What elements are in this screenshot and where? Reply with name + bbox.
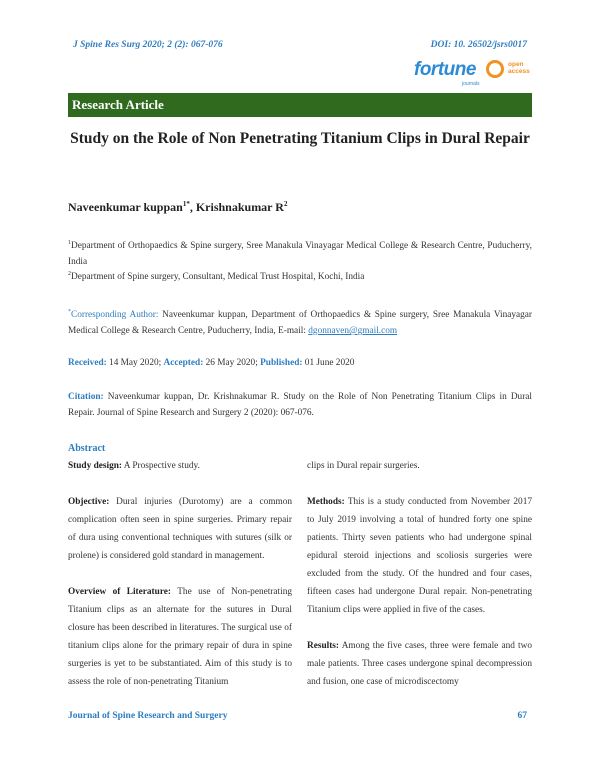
affiliation-2: $^2$Department of Spine surgery, Consultant, Medical Trust Hospital, Kochi, India — [68, 271, 365, 283]
affiliation-1: $^1$Department of Orthopaedics & Spine surgery, Sree Manakula Vinayagar Medical College & Research Centre, Puducherry, India — [68, 240, 532, 268]
footer-journal: Journal of Spine Research and Surgery — [68, 711, 228, 721]
author-2: Krishnakumar R — [195, 200, 284, 214]
abstract-heading: Abstract — [68, 443, 106, 454]
publisher-logo — [414, 56, 532, 90]
footer-page-number: 67 — [517, 711, 527, 721]
study-design-section: Study design: A Prospective study. — [68, 461, 200, 471]
author-list: Naveenkumar kuppan$^{1*}$, Krishnakumar $R^2$ — [68, 200, 288, 214]
article-dates: Received: 14 May 2020; Accepted: 26 May 2020; Published: 01 June 2020 — [68, 358, 355, 368]
methods-section: Methods: This is a study conducted from November 2017 to July 2019 involving a total of hundred forty one spine patients. Thirty seven patients who had undergone spinal epidural steroid injections and scoliosis surgeries were excluded from the study. Of the hundred and four cases, fifteen cases had undergone Dural repair. Non-penetrating Titanium clips were applied in five of the cases. — [307, 497, 532, 615]
abstract-left-column — [68, 457, 292, 691]
overview-section: Overview of Literature: The use of Non-penetrating Titanium clips as an alternate for the sutures in Dural closure has been described in literatures. The surgical use of titanium clips alone for the primary repair of dura in spine surgeries is yet to be substantiated. Aim of this study is to assess the role of non-penetrating Titanium — [68, 587, 292, 687]
header-doi: DOI: 10. 26502/jsrs0017 — [430, 40, 527, 50]
open-access-label: open access — [508, 61, 530, 75]
citation-block: Citation: Naveenkumar kuppan, Dr. Krishnakumar R. Study on the Role of Non Penetrating Titanium Clips in Dural Repair. Journal of Spine Research and Surgery 2 (2020): 067-076. — [68, 392, 532, 418]
open-access-icon — [486, 60, 504, 78]
logo-subtext: journals — [462, 81, 480, 87]
email-link[interactable]: dgonnaven@gmail.com — [308, 326, 398, 337]
author-1: Naveenkumar kuppan — [68, 200, 183, 214]
results-section: Results: Among the five cases, three were female and two male patients. Three cases undergone spinal decompression and fusion, one case of microdiscectomy — [307, 641, 532, 687]
abstract-right-column — [307, 457, 532, 691]
objective-section: Objective: Dural injuries (Durotomy) are a common complication often seen in spine surgeries. Primary repair of dura using conventional techniques with sutures (silk or prolene) is considered gold standard in management. — [68, 497, 292, 561]
logo-wordmark: fortune — [414, 59, 476, 80]
article-title: Study on the Role of Non Penetrating Titanium Clips in Dural Repair — [70, 130, 530, 147]
article-type-banner: Research Article — [68, 93, 532, 117]
header-citation: J Spine Res Surg 2020; 2 (2): 067-076 — [73, 40, 223, 50]
corresponding-author: *Corresponding Author: Naveenkumar kuppan, Department of Orthopaedics & Spine surgery, Sree Manakula Vinayagar Medical College & Research Centre, Puducherry, India, E-mail: dgonnaven@gmail.com — [68, 309, 532, 337]
overview-continued: clips in Dural repair surgeries. — [307, 461, 420, 471]
